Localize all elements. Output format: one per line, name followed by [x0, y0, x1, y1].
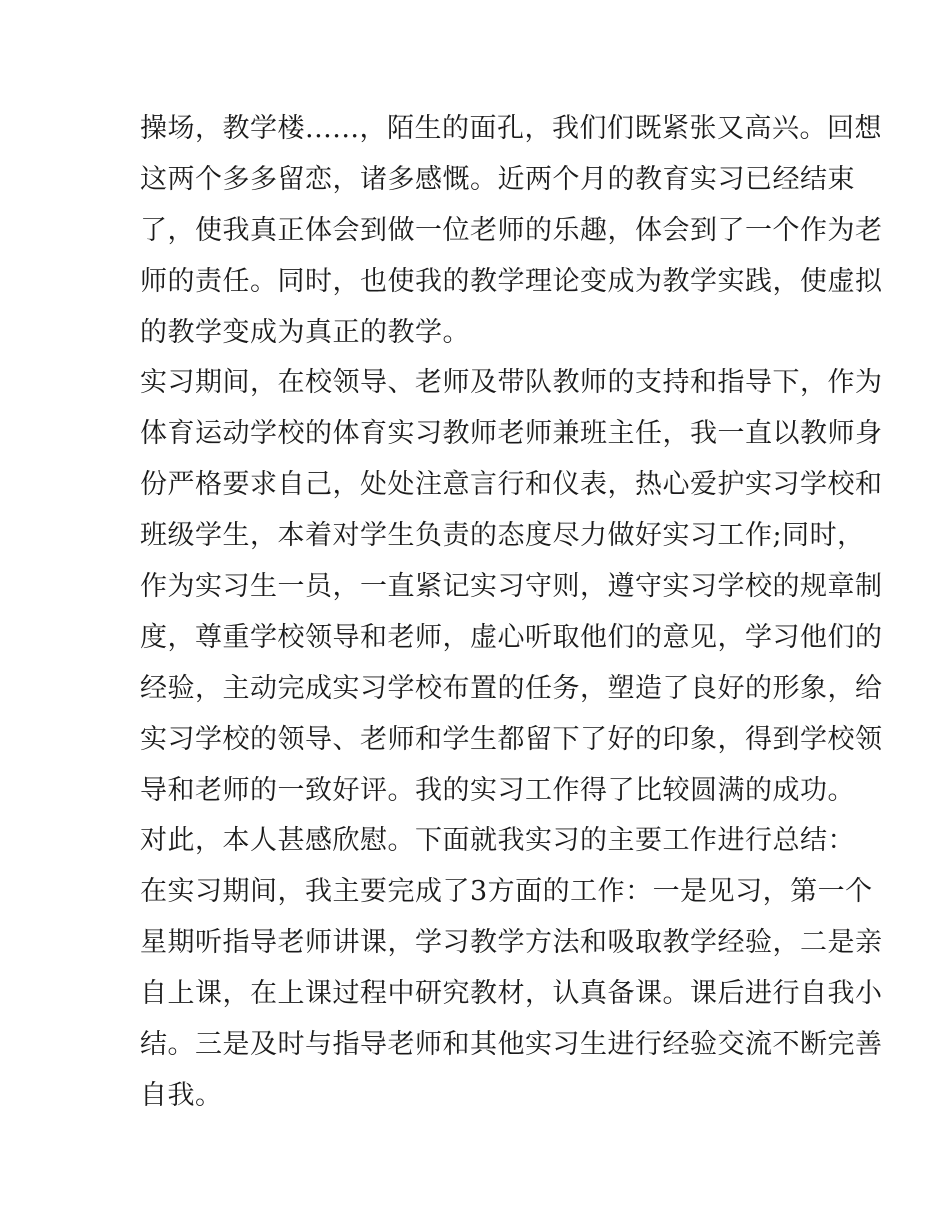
text-line: 星期听指导老师讲课，学习教学方法和吸取教学经验，二是亲	[140, 927, 883, 959]
text-line: 导和老师的一致好评。我的实习工作得了比较圆满的成功。	[140, 774, 855, 806]
text-line: 操场，教学楼......，陌生的面孔，我们们既紧张又高兴。回想	[140, 113, 882, 144]
text-line: 自我。	[140, 1079, 223, 1111]
text-line: 班级学生，本着对学生负责的态度尽力做好实习工作;同时，	[140, 520, 865, 552]
text-line: 了，使我真正体会到做一位老师的乐趣，体会到了一个作为老	[140, 214, 883, 246]
text-line: 实习学校的领导、老师和学生都留下了好的印象，得到学校领	[140, 723, 883, 755]
text-line: 度，尊重学校领导和老师，虚心听取他们的意见，学习他们的	[140, 621, 883, 653]
text-line: 的教学变成为真正的教学。	[140, 316, 470, 348]
text-line: 结。三是及时与指导老师和其他实习生进行经验交流不断完善	[140, 1029, 883, 1061]
text-line: 对此，本人甚感欣慰。下面就我实习的主要工作进行总结：	[140, 825, 855, 857]
text-line: 师的责任。同时，也使我的教学理论变成为教学实践，使虚拟	[140, 265, 883, 297]
text-line: 自上课，在上课过程中研究教材，认真备课。课后进行自我小	[140, 978, 883, 1010]
text-line: 实习期间，在校领导、老师及带队教师的支持和指导下，作为	[140, 367, 883, 399]
text-line: 经验，主动完成实习学校布置的任务，塑造了良好的形象，给	[140, 672, 883, 704]
text-line: 在实习期间，我主要完成了3方面的工作：一是见习，第一个	[140, 876, 873, 908]
text-line: 份严格要求自己，处处注意言行和仪表，热心爱护实习学校和	[140, 469, 883, 501]
text-line: 这两个多多留恋，诸多感慨。近两个月的教育实习已经结束	[140, 163, 855, 195]
text-line: 作为实习生一员，一直紧记实习守则，遵守实习学校的规章制	[140, 571, 883, 603]
text-line: 体育运动学校的体育实习教师老师兼班主任，我一直以教师身	[140, 418, 883, 450]
body-text	[140, 104, 883, 1122]
